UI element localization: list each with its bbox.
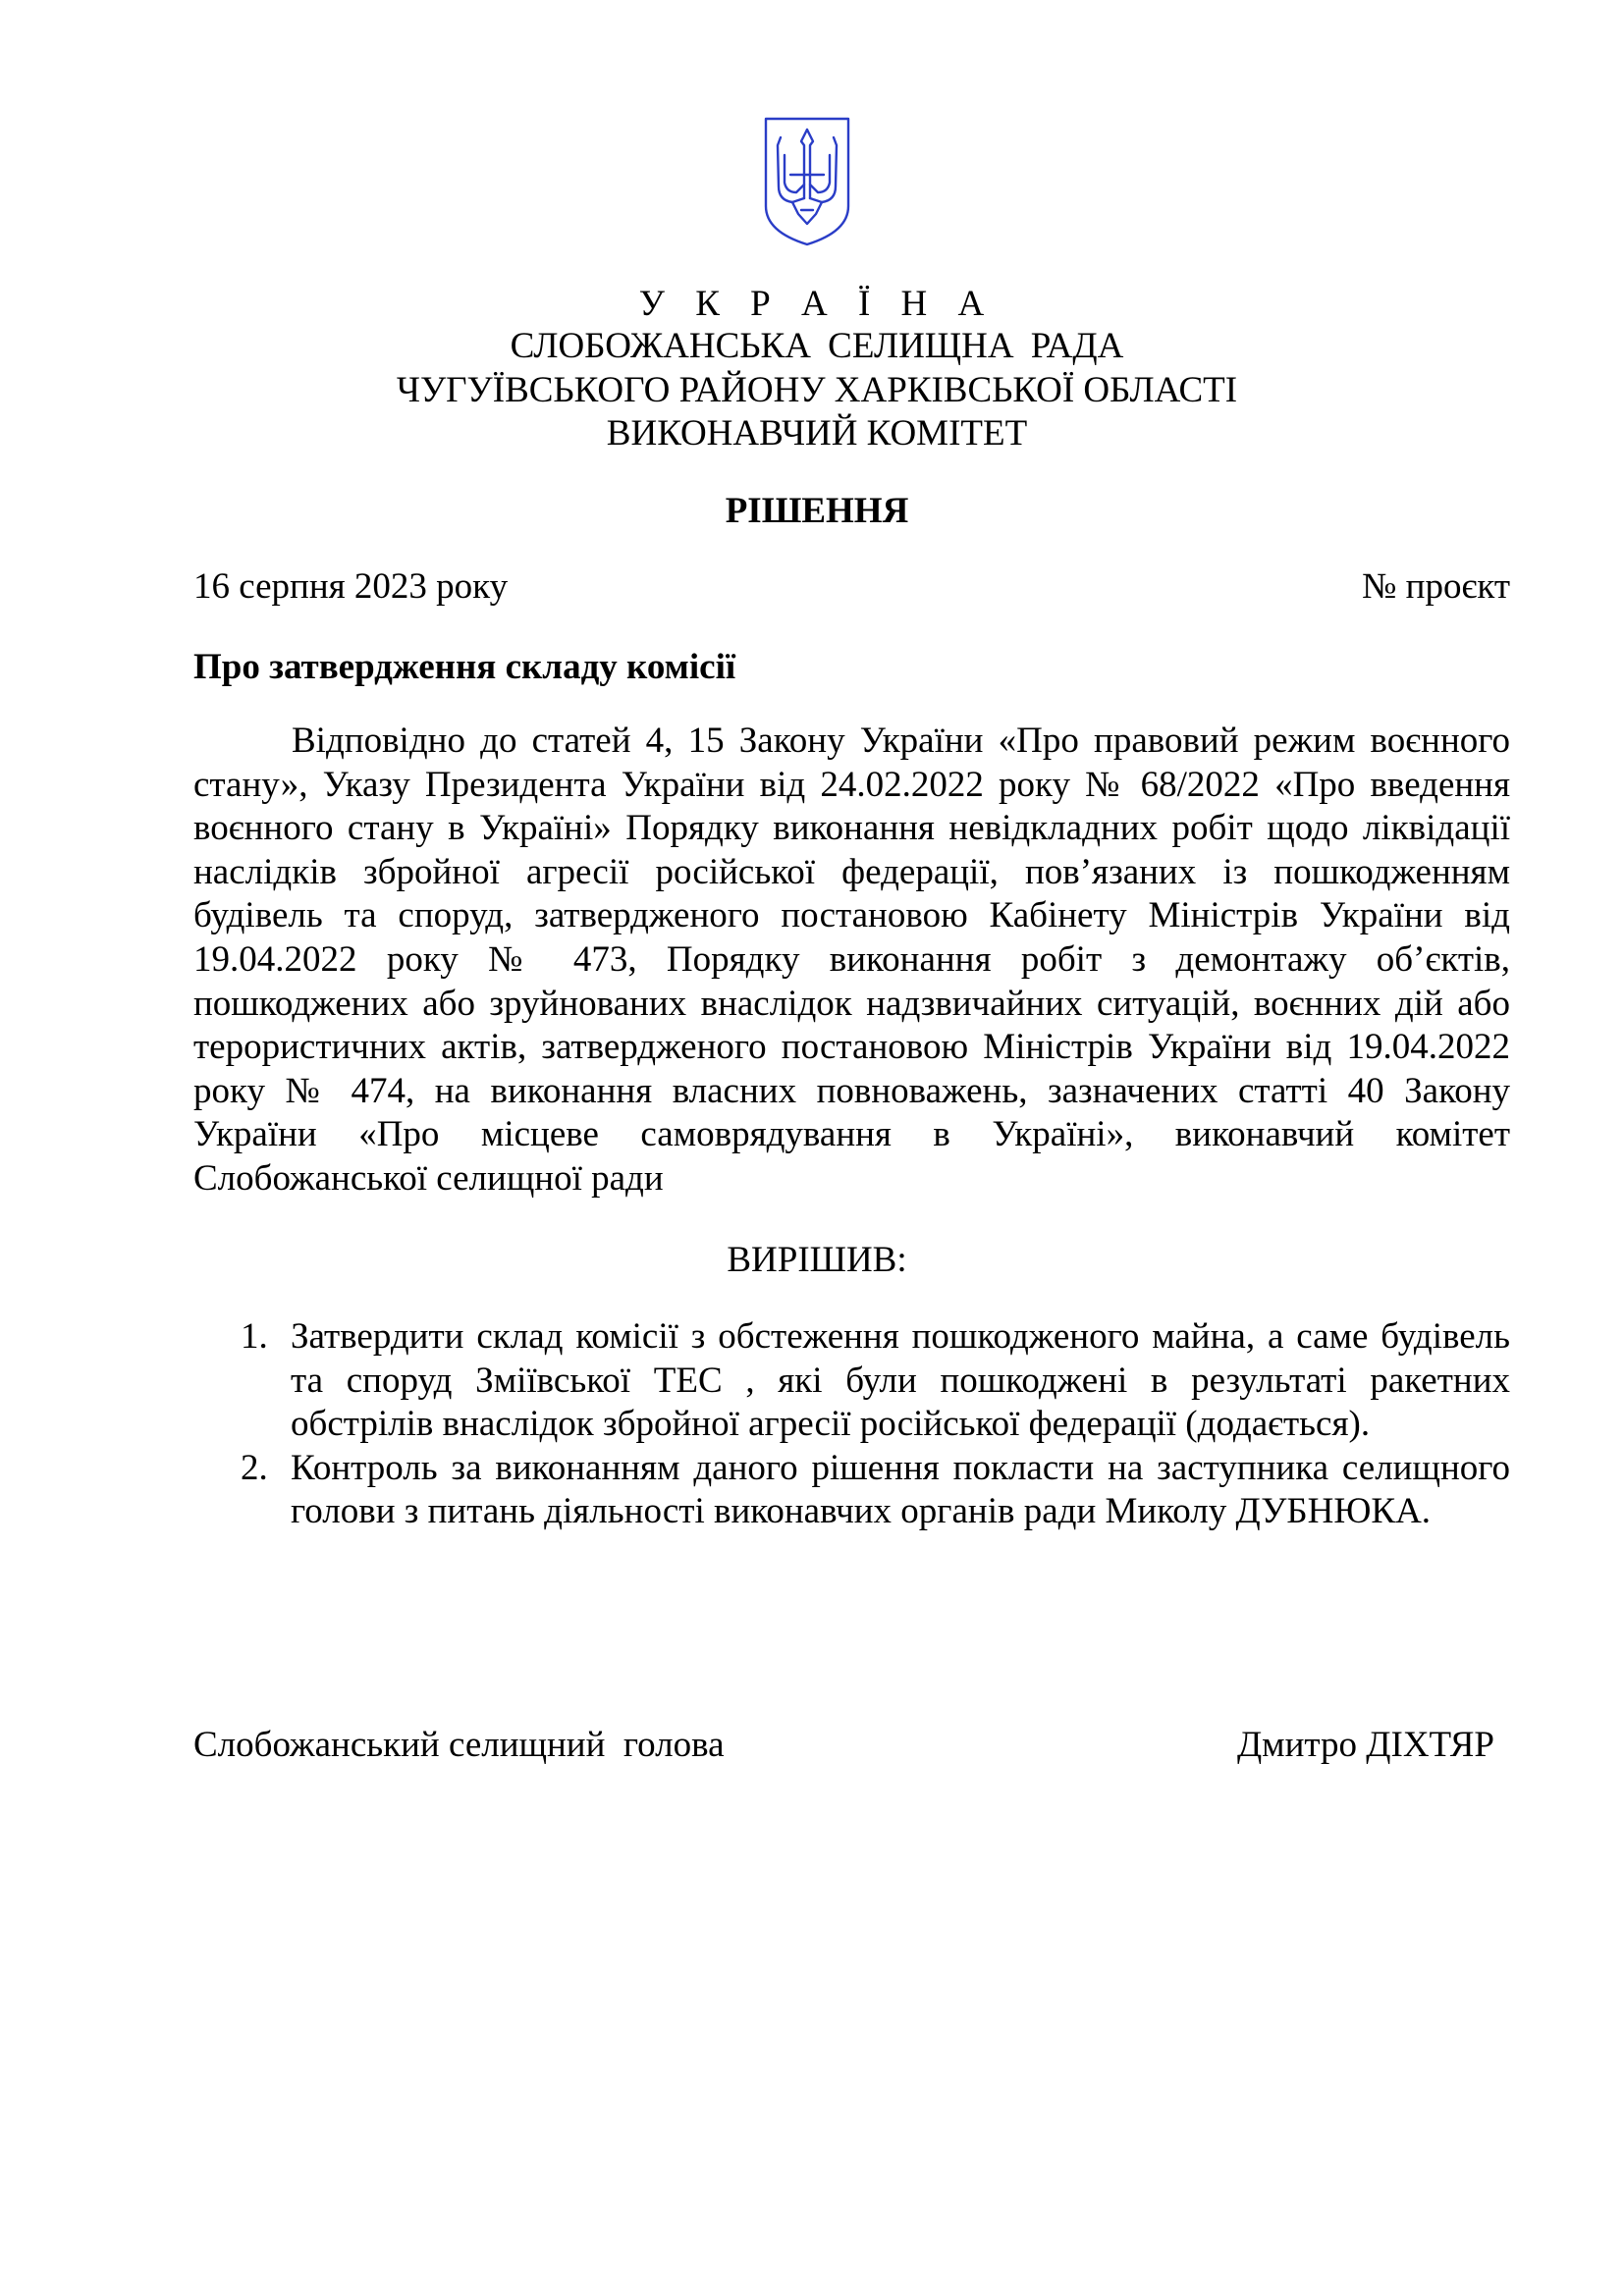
document-date: 16 серпня 2023 року — [193, 566, 509, 607]
signatory-position: Слобожанський селищний голова — [193, 1725, 725, 1765]
decision-text: Затвердити склад комісії з обстеження пошкодженого майна, а саме будівель та споруд Зміївської ТЕС , які були пошкоджені в результаті ракетних обстрілів внаслідок збройної агресії російської федерації (додається). — [291, 1316, 1510, 1445]
header-council: СЛОБОЖАНСЬКА СЕЛИЩНА РАДА — [510, 326, 1124, 366]
document-type-title: РІШЕННЯ — [725, 491, 909, 531]
decision-number: 2. — [241, 1447, 268, 1488]
trident-coat-of-arms-icon — [763, 116, 851, 247]
header-committee: ВИКОНАВЧИЙ КОМІТЕТ — [606, 413, 1028, 454]
resolved-heading: ВИРІШИВ: — [727, 1240, 907, 1280]
signatory-name: Дмитро ДІХТЯР — [1236, 1725, 1494, 1765]
document-number: № проєкт — [1362, 566, 1510, 607]
header-district: ЧУГУЇВСЬКОГО РАЙОНУ ХАРКІВСЬКОЇ ОБЛАСТІ — [396, 370, 1238, 410]
document-subject: Про затвердження складу комісії — [193, 647, 736, 687]
decisions-list — [241, 1315, 1510, 1534]
decision-item-2 — [241, 1447, 1510, 1534]
header-country: У К Р А Ї Н А — [638, 284, 996, 324]
decision-item-1 — [241, 1315, 1510, 1447]
decision-number: 1. — [241, 1316, 268, 1357]
preamble-paragraph: Відповідно до статей 4, 15 Закону України «Про правовий режим воєнного стану», Указу Президента України від 24.02.2022 року № 68/2022 «Про введення воєнного стану в Україні» Порядку виконання невідкладних робіт щодо ліквідації наслідків збройної агресії російської федерації, пов’язаних із пошкодженням будівель та споруд, затвердженого постановою Кабінету Міністрів України від 19.04.2022 року № 473, Порядку виконання робіт з демонтажу об’єктів, пошкоджених або зруйнованих внаслідок надзвичайних ситуацій, воєнних дій або терористичних актів, затвердженого постановою Міністрів України від 19.04.2022 року № 474, на виконання власних повноважень, зазначених статті 40 Закону України «Про місцеве самоврядування в Україні», виконавчий комітет Слобожанської селищної ради — [193, 721, 1510, 1199]
decision-text: Контроль за виконанням даного рішення покласти на заступника селищного голови з питань діяльності виконавчих органів ради Миколу ДУБНЮКА. — [291, 1447, 1510, 1532]
